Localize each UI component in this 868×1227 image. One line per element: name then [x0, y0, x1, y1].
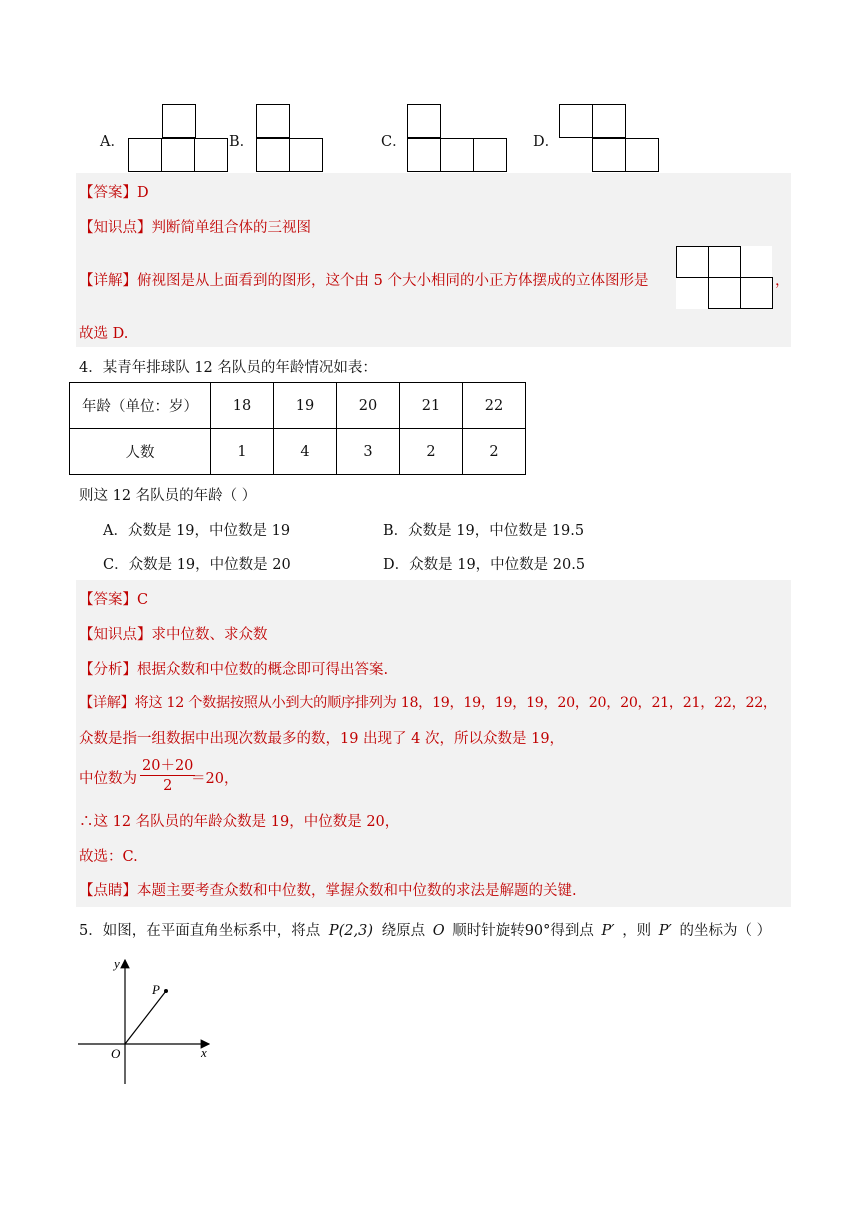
axis-y-label: y — [114, 956, 120, 971]
median-prefix: 中位数为 — [79, 771, 137, 787]
q4-option-b: B．众数是 19，中位数是 19.5 — [383, 523, 585, 539]
table-cell: 2 — [400, 429, 463, 475]
q3-top-view-figure — [676, 246, 772, 309]
q4-comment: 【点睛】本题主要考查众数和中位数，掌握众数和中位数的求法是解题的关键. — [79, 883, 577, 899]
median-suffix: ＝20， — [191, 771, 239, 787]
q4-therefore: ∴这 12 名队员的年龄众数是 19，中位数是 20， — [79, 814, 400, 830]
origin-name: O — [432, 923, 445, 939]
option-a-label: A． — [100, 134, 125, 150]
table-cell: 3 — [337, 429, 400, 475]
segment-op — [125, 991, 166, 1044]
q3-answer: 【答案】D — [79, 185, 149, 201]
option-b-figure — [256, 104, 324, 172]
q4-option-d: D．众数是 19，中位数是 20.5 — [383, 557, 586, 573]
option-c-figure — [407, 104, 509, 172]
table-cell: 2 — [463, 429, 526, 475]
origin-label: O — [111, 1046, 121, 1061]
table-row — [70, 429, 526, 475]
table-cell: 1 — [211, 429, 274, 475]
point-p-prime-2: P′ — [658, 923, 672, 939]
q4-analysis: 【分析】根据众数和中位数的概念即可得出答案. — [79, 662, 389, 678]
table-cell: 22 — [463, 383, 526, 429]
q3-conclusion: 故选 D. — [79, 326, 129, 342]
median-fraction — [140, 757, 195, 796]
q4-question: 则这 12 名队员的年龄（ ） — [79, 488, 257, 504]
table-header-count: 人数 — [70, 429, 211, 475]
age-table — [69, 382, 526, 475]
option-b-label: B． — [229, 134, 255, 150]
q4-detail-line-1: 【详解】将这 12 个数据按照从小到大的顺序排列为 18，19，19，19，19，20，20，20，21，21，22，22， — [79, 695, 777, 711]
q4-option-c: C．众数是 19，中位数是 20 — [103, 557, 291, 573]
q3-detail-end: ， — [775, 273, 790, 289]
q4-choose: 故选：C. — [79, 849, 138, 865]
q4-answer: 【答案】C — [79, 592, 149, 608]
option-c-label: C． — [381, 134, 407, 150]
q5-stem: 5．如图，在平面直角坐标系中，将点 P(2,3) 绕原点 O 顺时针旋转90°得到点 P′ ，则 P′ 的坐标为（ ） — [79, 923, 772, 939]
q4-detail-line-2: 众数是指一组数据中出现次数最多的数，19 出现了 4 次，所以众数是 19， — [79, 731, 565, 747]
q4-stem: 4．某青年排球队 12 名队员的年龄情况如表： — [79, 360, 377, 376]
option-d-label: D． — [533, 134, 560, 150]
option-d-figure — [559, 104, 661, 172]
q3-knowledge: 【知识点】判断简单组合体的三视图 — [79, 220, 311, 236]
point-p-dot — [164, 989, 168, 993]
median-denominator: 2 — [163, 778, 173, 794]
q4-knowledge: 【知识点】求中位数、求众数 — [79, 627, 268, 643]
table-row — [70, 383, 526, 429]
median-numerator: 20＋20 — [142, 758, 194, 774]
table-cell: 20 — [337, 383, 400, 429]
option-a-figure — [128, 104, 230, 172]
table-cell: 19 — [274, 383, 337, 429]
q4-option-a: A．众数是 19，中位数是 19 — [103, 523, 291, 539]
point-p: P(2,3) — [328, 923, 373, 939]
table-cell: 18 — [211, 383, 274, 429]
table-cell: 21 — [400, 383, 463, 429]
point-p-label: P — [152, 982, 160, 997]
table-cell: 4 — [274, 429, 337, 475]
point-p-prime: P′ — [601, 923, 615, 939]
q3-detail: 【详解】俯视图是从上面看到的图形，这个由 5 个大小相同的小正方体摆成的立体图形是 — [79, 273, 649, 289]
coordinate-figure — [74, 950, 219, 1090]
table-header-age: 年龄（单位：岁） — [70, 383, 211, 429]
axis-x-label: x — [201, 1045, 207, 1060]
